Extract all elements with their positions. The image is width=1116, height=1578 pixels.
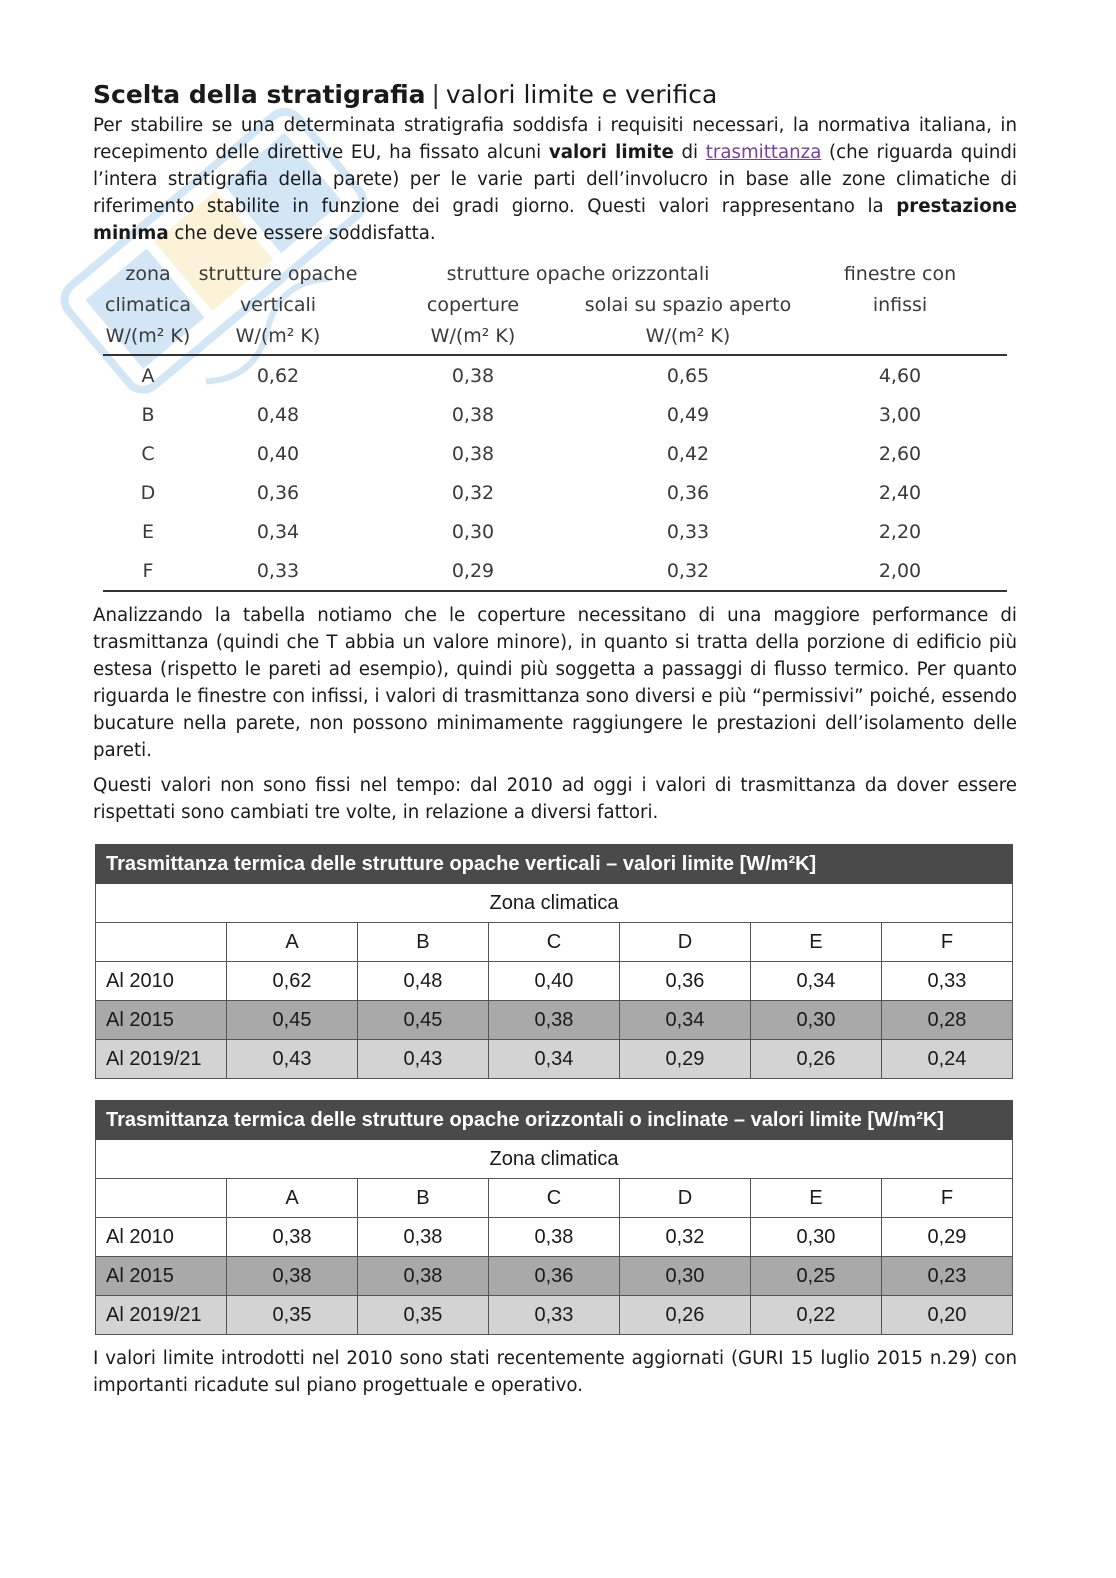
closing-paragraph: I valori limite introdotti nel 2010 sono stati recentemente aggiornati (GURI 15 luglio 2015 n.29) con importanti ricadute sul piano progettuale e operativo.: [93, 1348, 1017, 1396]
row-label: Al 2010: [96, 1218, 227, 1257]
zone-label: Zona climatica: [96, 884, 1013, 923]
table-row: [103, 355, 1007, 395]
row-label: Al 2019/21: [96, 1040, 227, 1079]
col-header: D: [619, 923, 750, 962]
intro-text-4: che deve essere soddisfatta.: [168, 223, 436, 244]
table-row: [103, 551, 1007, 591]
header-fin: finestre con: [843, 263, 957, 285]
cell: 2,40: [878, 481, 922, 504]
header-zona-2: climatica: [105, 294, 191, 316]
cell: 0,40: [256, 442, 300, 465]
cell: 0,30: [750, 1001, 881, 1040]
cell: 0,38: [451, 403, 495, 426]
cell: 0,30: [750, 1218, 881, 1257]
changes-paragraph: Questi valori non sono fissi nel tempo: dal 2010 ad oggi i valori di trasmittanza da dover essere rispettati sono cambiati tre volte, in relazione a diversi fattori.: [93, 775, 1017, 823]
row-label: Al 2010: [96, 962, 227, 1001]
intro-paragraph: [93, 112, 1017, 247]
section-heading: [93, 78, 1017, 112]
cell: 0,33: [193, 551, 363, 591]
cell: 0,38: [357, 1218, 488, 1257]
cell: F: [103, 551, 193, 591]
cell: 0,35: [357, 1296, 488, 1335]
cell: 0,34: [488, 1040, 619, 1079]
cell: 0,48: [357, 962, 488, 1001]
cell: 4,60: [878, 364, 922, 387]
header-fin-unit: [793, 321, 1007, 355]
zone-label: Zona climatica: [96, 1140, 1013, 1179]
cell: 0,33: [488, 1296, 619, 1335]
header-vert-2: verticali: [239, 294, 317, 316]
cell: 0,38: [227, 1218, 358, 1257]
col-header: A: [227, 1179, 358, 1218]
col-header: C: [488, 1179, 619, 1218]
cell: 0,38: [227, 1257, 358, 1296]
cell: 0,38: [488, 1001, 619, 1040]
cell: 0,35: [227, 1296, 358, 1335]
cell: 0,20: [881, 1296, 1012, 1335]
cell: E: [141, 520, 154, 543]
col-header: F: [881, 1179, 1012, 1218]
table-row: [96, 1001, 1013, 1040]
analysis-paragraph: Analizzando la tabella notiamo che le coperture necessitano di una maggiore performance di trasmittanza (quindi che T abbia un valore minore), in quanto si tratta della porzione di edificio più estesa (rispetto le pareti ad esempio), quindi più soggetta a passaggi di flusso termico. Per quanto riguarda le finestre con infissi, i valori di trasmittanza sono diversi e più “permissivi” poiché, essendo bucature nella parete, non possono minimamente raggiungere le prestazioni dell’isolamento delle pareti.: [93, 605, 1017, 761]
document-page: [93, 78, 1017, 1399]
table-title: Trasmittanza termica delle strutture opache orizzontali o inclinate – valori limite [W/m²K]: [96, 1101, 1013, 1140]
cell: 0,34: [256, 520, 300, 543]
cell: 0,23: [881, 1257, 1012, 1296]
row-label: Al 2015: [96, 1001, 227, 1040]
cell: 0,29: [363, 551, 583, 591]
cell: 0,29: [881, 1218, 1012, 1257]
row-label: Al 2015: [96, 1257, 227, 1296]
cell: C: [141, 442, 155, 465]
header-solai-unit: W/(m² K): [583, 321, 793, 355]
table-row: [96, 1218, 1013, 1257]
cell: 2,60: [878, 442, 922, 465]
header-zona: zona: [125, 263, 171, 285]
cell: 0,28: [881, 1001, 1012, 1040]
col-header: B: [357, 923, 488, 962]
empty-cell: [96, 923, 227, 962]
header-orizz: strutture opache orizzontali: [446, 263, 710, 285]
cell: 0,30: [619, 1257, 750, 1296]
cell: 0,36: [256, 481, 300, 504]
heading-title: Scelta della stratigrafia: [93, 80, 426, 109]
limits-table-by-zone: [103, 259, 1007, 592]
cell: 0,33: [666, 520, 710, 543]
cell: 0,30: [451, 520, 495, 543]
cell: 0,25: [750, 1257, 881, 1296]
col-header: D: [619, 1179, 750, 1218]
cell: 2,00: [793, 551, 1007, 591]
cell: 0,38: [488, 1218, 619, 1257]
cell: 0,45: [357, 1001, 488, 1040]
cell: 0,36: [666, 481, 710, 504]
cell: 3,00: [878, 403, 922, 426]
cell: 0,33: [881, 962, 1012, 1001]
cell: 0,24: [881, 1040, 1012, 1079]
cell: 0,36: [488, 1257, 619, 1296]
header-coperture: coperture: [426, 294, 520, 316]
cell: 2,20: [878, 520, 922, 543]
cell: 0,32: [583, 551, 793, 591]
vertical-limits-table: [95, 844, 1013, 1079]
row-label: Al 2019/21: [96, 1296, 227, 1335]
header-vert-unit: W/(m² K): [193, 321, 363, 355]
cell: 0,26: [619, 1296, 750, 1335]
intro-text-2: di: [673, 142, 706, 163]
intro-text-1: Per stabilire se una determinata stratigrafia soddisfa i requisiti necessari, la normativa italiana, in recepimento delle direttive EU, ha fissato alcuni: [93, 115, 1017, 163]
col-header: F: [881, 923, 1012, 962]
table-row: [103, 512, 1007, 551]
table-row: [103, 473, 1007, 512]
cell: D: [140, 481, 156, 504]
table-row: [103, 434, 1007, 473]
header-fin-2: infissi: [872, 294, 928, 316]
heading-subtitle: valori limite e verifica: [445, 80, 718, 109]
header-zona-unit: W/(m² K): [103, 321, 193, 355]
col-header: E: [750, 1179, 881, 1218]
trasmittanza-link[interactable]: trasmittanza: [705, 142, 822, 163]
cell: 0,38: [451, 364, 495, 387]
intro-bold-1: valori limite: [548, 142, 674, 163]
col-header: A: [227, 923, 358, 962]
table-title: Trasmittanza termica delle strutture opache verticali – valori limite [W/m²K]: [96, 845, 1013, 884]
table-row: [96, 1296, 1013, 1335]
cell: 0,45: [227, 1001, 358, 1040]
cell: 0,62: [227, 962, 358, 1001]
cell: B: [141, 403, 155, 426]
cell: 0,29: [619, 1040, 750, 1079]
cell: 0,32: [451, 481, 495, 504]
table-row: [96, 962, 1013, 1001]
empty-cell: [96, 1179, 227, 1218]
cell: A: [141, 364, 155, 387]
table-row: [96, 1257, 1013, 1296]
cell: 0,34: [750, 962, 881, 1001]
cell: 0,43: [357, 1040, 488, 1079]
intro-bold-2: prestazione minima: [93, 196, 1017, 244]
cell: 0,34: [619, 1001, 750, 1040]
col-header: C: [488, 923, 619, 962]
cell: 0,22: [750, 1296, 881, 1335]
cell: 0,65: [666, 364, 710, 387]
col-header: B: [357, 1179, 488, 1218]
header-solai: solai su spazio aperto: [584, 294, 792, 316]
cell: 0,38: [357, 1257, 488, 1296]
cell: 0,43: [227, 1040, 358, 1079]
cell: 0,26: [750, 1040, 881, 1079]
cell: 0,48: [256, 403, 300, 426]
col-header: E: [750, 923, 881, 962]
table-row: [96, 1040, 1013, 1079]
header-cop-unit: W/(m² K): [363, 321, 583, 355]
intro-text-3: (che riguarda quindi l’intera stratigrafia della parete) per le varie parti dell’involucro in base alle zone climatiche di riferimento stabilite in funzione dei gradi giorno. Questi valori rappresentano la: [93, 142, 1017, 217]
cell: 0,49: [666, 403, 710, 426]
header-vert: strutture opache: [198, 263, 358, 285]
cell: 0,40: [488, 962, 619, 1001]
cell: 0,62: [256, 364, 300, 387]
heading-separator: |: [431, 80, 440, 109]
cell: 0,38: [451, 442, 495, 465]
cell: 0,36: [619, 962, 750, 1001]
cell: 0,42: [666, 442, 710, 465]
horizontal-limits-table: [95, 1100, 1013, 1335]
table-row: [103, 395, 1007, 434]
cell: 0,32: [619, 1218, 750, 1257]
